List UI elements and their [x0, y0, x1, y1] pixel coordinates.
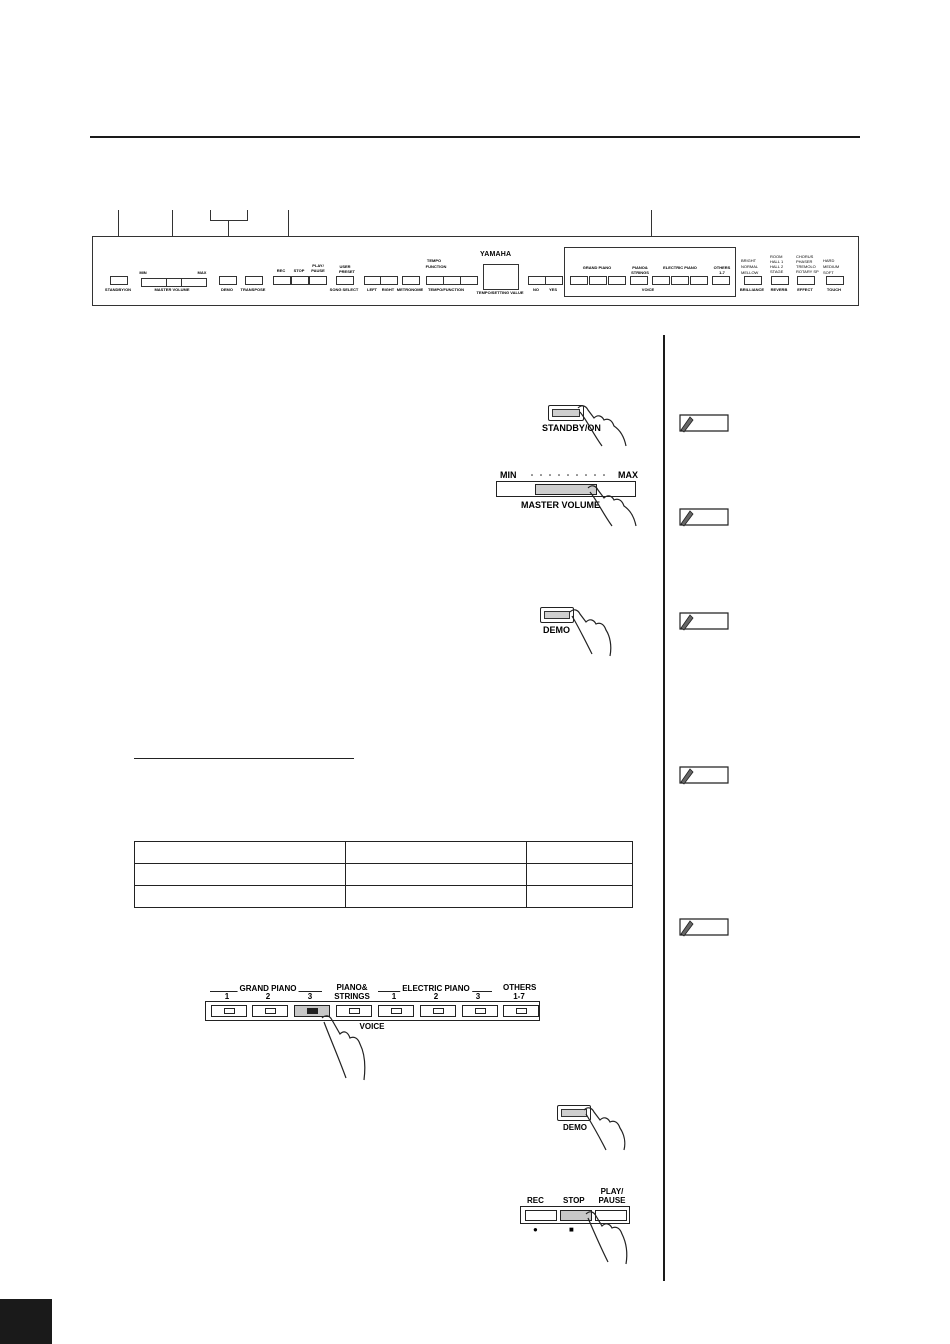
section-heading-underline [134, 758, 354, 759]
panel-voice-button-7[interactable] [690, 276, 708, 285]
transport-playpause-label: PLAY/ PAUSE [598, 1187, 626, 1205]
panel-demo-label: DEMO [221, 287, 233, 292]
panel-playpause-button[interactable] [309, 276, 327, 285]
panel-volume-min: MIN [139, 270, 147, 275]
transport-rec-symbol: ● [533, 1225, 538, 1234]
voice-button-label-6: 2 [433, 992, 439, 1001]
yamaha-logo: YAMAHA [480, 251, 512, 258]
panel-reverb-led-4: STAGE [770, 269, 784, 274]
transport-rec-label: REC [527, 1196, 544, 1205]
transport-stop-label: STOP [563, 1196, 585, 1205]
panel-tempo-minus-button[interactable] [443, 276, 461, 285]
panel-brilliance-button[interactable] [744, 276, 762, 285]
voice-button-electric-piano-2[interactable] [420, 1005, 456, 1017]
sidebar-divider [663, 335, 665, 1281]
panel-stop-button[interactable] [291, 276, 309, 285]
panel-tempo-button[interactable] [426, 276, 444, 285]
table-row [135, 886, 633, 908]
panel-transpose-label: TRANSPOSE [240, 287, 266, 292]
panel-display-label: TEMPO/SETTING VALUE [476, 290, 524, 295]
voice-button-others[interactable] [503, 1005, 539, 1017]
table-row [135, 842, 633, 864]
panel-standby-button[interactable] [110, 276, 128, 285]
standby-illustration-label: STANDBY/ON [542, 423, 601, 433]
panel-volume-max: MAX [197, 270, 207, 275]
panel-reverb-led-1: ROOM [770, 254, 783, 259]
panel-effect-led-2: PHASER [796, 259, 813, 264]
panel-effect-button[interactable] [797, 276, 815, 285]
panel-tempo-plus-button[interactable] [460, 276, 478, 285]
voice-button-label-8: OTHERS 1-7 [503, 983, 537, 1001]
panel-rec-label: REC [276, 268, 286, 273]
volume-illustration-max: MAX [618, 470, 638, 480]
voice-button-electric-piano-3[interactable] [462, 1005, 498, 1017]
panel-tempo-display [483, 264, 519, 290]
callout-bracket-demo [210, 210, 248, 221]
panel-effect-led-4: ROTARY SP [796, 269, 819, 274]
panel-standby-label: STANDBY/ON [104, 287, 132, 292]
panel-voice-button-5[interactable] [652, 276, 670, 285]
hand-pointer-icon [580, 1102, 630, 1154]
panel-brilliance-led-1: BRIGHT [741, 258, 757, 263]
demo-illustration-2-label: DEMO [563, 1123, 587, 1132]
voice-button-electric-piano-1[interactable] [378, 1005, 414, 1017]
volume-illustration-label: MASTER VOLUME [521, 500, 601, 510]
panel-reverb-button[interactable] [771, 276, 789, 285]
panel-tempo-function-label: TEMPO/FUNCTION [428, 287, 464, 292]
hand-pointer-icon [582, 1208, 632, 1266]
panel-reverb-label: REVERB [770, 287, 788, 292]
panel-reverb-led-3: HALL 2 [770, 264, 784, 269]
panel-electric-piano-label: ELECTRIC PIANO [663, 265, 697, 270]
note-icon [676, 506, 730, 528]
panel-volume-slider[interactable] [141, 278, 207, 287]
hand-pointer-icon [566, 604, 616, 660]
note-icon [676, 412, 730, 434]
panel-metronome-label: METRONOME [396, 287, 424, 292]
table-row [135, 864, 633, 886]
panel-volume-label: MASTER VOLUME [154, 287, 190, 292]
hand-pointer-icon [574, 400, 630, 450]
panel-yes-label: YES [548, 287, 558, 292]
voice-button-strip [205, 1001, 540, 1021]
note-icon [676, 764, 730, 786]
panel-metronome-button[interactable] [402, 276, 420, 285]
panel-voice-button-6[interactable] [671, 276, 689, 285]
hand-pointer-icon [318, 1012, 370, 1084]
voice-button-label-5: 1 [391, 992, 397, 1001]
panel-preset-led: PRESET [338, 269, 356, 274]
panel-no-button[interactable] [528, 276, 546, 285]
panel-effect-led-1: CHORUS [796, 254, 814, 259]
voice-button-label-2: 2 [265, 992, 271, 1001]
note-icon [676, 610, 730, 632]
panel-left-label: LEFT [367, 287, 377, 292]
panel-function-led: FUNCTION [425, 264, 447, 269]
panel-yes-button[interactable] [545, 276, 563, 285]
voice-electric-piano-label: ELECTRIC PIANO [402, 984, 470, 993]
voice-button-grand-piano-1[interactable] [211, 1005, 247, 1017]
panel-brilliance-led-3: MELLOW [741, 270, 759, 275]
panel-volume-knob[interactable] [166, 279, 182, 286]
voice-grand-piano-label: GRAND PIANO [239, 984, 297, 993]
panel-brilliance-label: BRILLIANCE [739, 287, 765, 292]
panel-grand-piano-label: GRAND PIANO [582, 265, 612, 270]
demo-song-table [134, 841, 633, 908]
panel-rec-button[interactable] [273, 276, 291, 285]
voice-button-label-1: 1 [224, 992, 230, 1001]
demo-illustration-label: DEMO [543, 625, 570, 635]
panel-effect-led-3: TREMOLO [796, 264, 816, 269]
panel-voice-button-1[interactable] [570, 276, 588, 285]
transport-rec-button[interactable] [525, 1210, 557, 1221]
panel-others-label: OTHERS 1-7 [713, 265, 731, 275]
volume-illustration-min: MIN [500, 470, 517, 480]
panel-user-led: USER [339, 264, 351, 269]
voice-button-grand-piano-2[interactable] [252, 1005, 288, 1017]
panel-right-label: RIGHT [381, 287, 395, 292]
panel-brilliance-led-2: NORMAL [741, 264, 759, 269]
panel-tempo-led: TEMPO [426, 258, 442, 263]
panel-stop-label: STOP [293, 268, 305, 273]
volume-scale-dots [530, 473, 610, 477]
panel-touch-led-3: SOFT [823, 270, 834, 275]
panel-voice-button-2[interactable] [589, 276, 607, 285]
panel-voice-button-8[interactable] [712, 276, 730, 285]
panel-effect-label: EFFECT [797, 287, 813, 292]
panel-song-select-button[interactable] [336, 276, 354, 285]
panel-song-select-label: SONG SELECT [329, 287, 359, 292]
panel-touch-button[interactable] [826, 276, 844, 285]
voice-button-label-3: 3 [307, 992, 313, 1001]
panel-touch-led-2: MEDIUM [823, 264, 840, 269]
panel-demo-button[interactable] [219, 276, 237, 285]
panel-transpose-button[interactable] [245, 276, 263, 285]
hand-pointer-icon [584, 480, 640, 530]
transport-stop-symbol: ■ [569, 1225, 574, 1234]
panel-touch-label: TOUCH [826, 287, 842, 292]
panel-voice-button-4[interactable] [630, 276, 648, 285]
panel-reverb-led-2: HALL 1 [770, 259, 784, 264]
panel-no-label: NO [533, 287, 539, 292]
panel-voice-label: VOICE [641, 287, 655, 292]
header-rule [90, 136, 860, 138]
voice-button-label-4: PIANO& STRINGS [334, 983, 370, 1001]
note-icon [676, 916, 730, 938]
voice-button-label-7: 3 [475, 992, 481, 1001]
panel-piano-strings-label: PIANO& STRINGS [631, 265, 649, 275]
panel-voice-button-3[interactable] [608, 276, 626, 285]
panel-right-button[interactable] [380, 276, 398, 285]
page-number-tab [0, 1299, 52, 1344]
panel-touch-led-1: HARD [823, 258, 835, 263]
panel-playpause-label: PLAY/ PAUSE [311, 263, 325, 273]
voice-section-label: VOICE [359, 1022, 385, 1031]
